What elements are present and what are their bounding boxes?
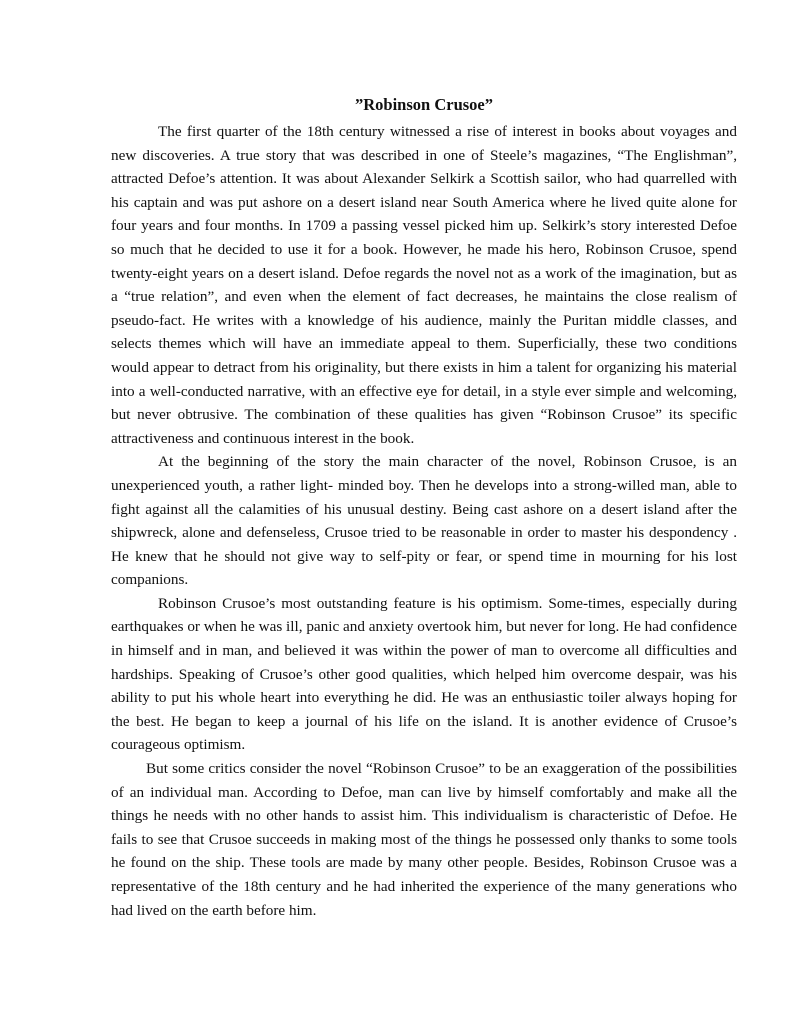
paragraph-criticism: But some critics consider the novel “Robinson Crusoe” to be an exaggeration of the possibilities of an individual man. According to Defoe, man can live by himself comfortably and make all the things he needs with no other hands to assist him. This individualism is characteristic of Defoe. He fails to see that Crusoe succeeds in making most of the things he possessed only thanks to some tools he found on the ship. These tools are made by many other people. Besides, Robinson Crusoe was a representative of the 18th century and he had inherited the experience of the many generations who had lived on the earth before him. (111, 760, 737, 919)
paragraph-character-development: At the beginning of the story the main character of the novel, Robinson Crusoe, is an unexperienced youth, a rather light- minded boy. Then he develops into a strong-willed man, able to fight against all the calamities of his unusual destiny. Being cast ashore on a desert island after the shipwreck, alone and defenseless, Crusoe tried to be reasonable in order to master his despondency . He knew that he should not give way to self-pity or fear, or spend time in mourning for his lost companions. (111, 453, 737, 589)
paragraph-selkirk-story: The first quarter of the 18th century witnessed a rise of interest in books about voyages and new discoveries. A true story that was described in one of Steele’s magazines, “The Englishman”, attracted Defoe’s attention. It was about Alexander Selkirk a Scottish sailor, who had quarrelled with his captain and was put ashore on a desert island near South America where he lived quite alone for four years and four months. In 1709 a passing vessel picked him up. Selkirk’s story interested Defoe so much that he decided to use it for a book. However, he made his hero, Robinson Crusoe, spend twenty-eight years on a desert island. Defoe regards the novel not as a work of the imagination, but as a “true relation”, and even when the element of fact decreases, he maintains the close realism of pseudo-fact. He writes with a knowledge of his audience, mainly the Puritan middle classes, and selects themes which will have an immediate appeal to them. Superficially, these two conditions would appear to detract from his originality, but there exists in him a talent for organizing his material into a well-conducted narrative, with an effective eye for detail, in a style ever simple and welcoming, but never obtrusive. The combination of these qualities has given “Robinson Crusoe” its specific attractiveness and continuous interest in the book. (111, 123, 737, 447)
document-body (111, 93, 737, 922)
document-title: ”Robinson Crusoe” (355, 95, 493, 114)
paragraph-optimism: Robinson Crusoe’s most outstanding feature is his optimism. Some-times, especially during earthquakes or when he was ill, panic and anxiety overtook him, but never for long. He had confidence in himself and in man, and believed it was within the power of man to overcome all difficulties and hardships. Speaking of Crusoe’s other good qualities, which helped him overcome despair, was his ability to put his whole heart into everything he did. He was an enthusiastic toiler always hoping for the best. He began to keep a journal of his life on the island. It is another evidence of Crusoe’s courageous optimism. (111, 594, 737, 754)
